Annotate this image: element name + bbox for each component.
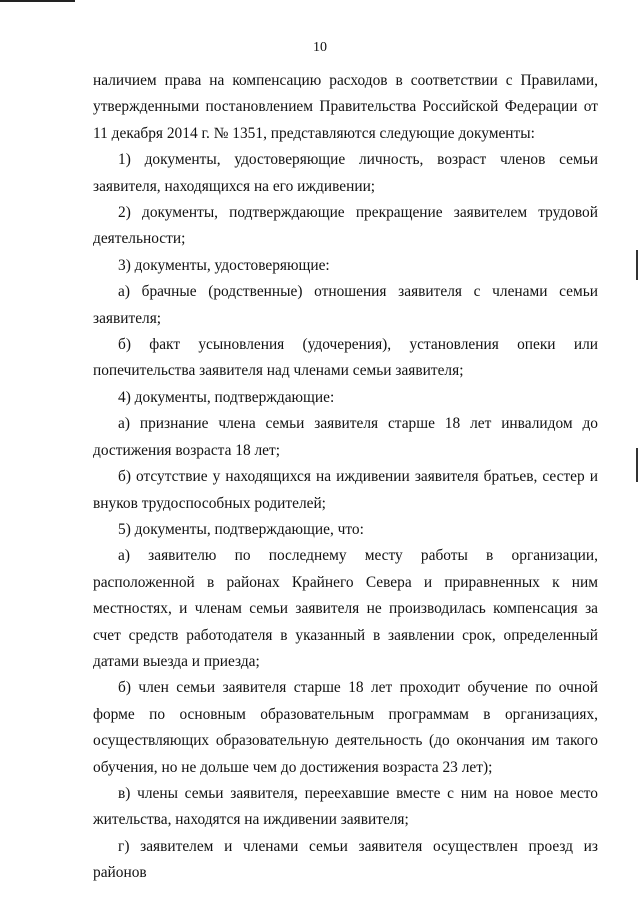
paragraph-item-2: 2) документы, подтверждающие прекращение заявителем трудовой деятельности; [93,204,598,248]
scan-top-rule [0,0,75,2]
paragraph-item-5v: в) члены семьи заявителя, переехавшие вместе с ним на новое место жительства, находятся на иждивении заявителя; [93,784,598,829]
paragraph-item-4: 4) документы, подтверждающие: [118,388,335,406]
paragraph-item-3: 3) документы, удостоверяющие: [118,256,330,274]
paragraph-item-4b: б) отсутствие у находящихся на иждивении заявителя братьев, сестер и внуков трудоспособных родителей; [93,468,598,512]
paragraph-item-5: 5) документы, подтверждающие, что: [118,520,364,538]
paragraph-item-3b: б) факт усыновления (удочерения), установления опеки или попечительства заявителя над членами семьи заявителя; [93,336,598,380]
paragraph-intro: наличием права на компенсацию расходов в соответствии с Правилами, утвержденными постановлением Правительства Российской Федерации от 11 декабря 2014 г. № 1351, представляются следующие документы: [93,72,598,142]
paragraph-item-5b: б) член семьи заявителя старше 18 лет проходит обучение по очной форме по основным образовательным программам в организациях, осуществляющих образовательную деятельность (до окончания им такого обучения, но не дольше чем до достижения возраста 23 лет); [93,679,598,776]
document-body [93,68,598,887]
scan-edge-mark [636,250,638,280]
paragraph-item-5a: а) заявителю по последнему месту работы в организации, расположенной в районах Крайнего Севера и приравненных к ним местностях, и членам семьи заявителя не производилась компенсация за счет средств работодателя в указанный в заявлении срок, определенный датами выезда и приезда; [93,547,598,670]
paragraph-item-4a: а) признание члена семьи заявителя старше 18 лет инвалидом до достижения возраста 18 лет; [93,415,598,459]
paragraph-item-1: 1) документы, удостоверяющие личность, возраст членов семьи заявителя, находящихся на его иждивении; [93,151,598,195]
page-number: 10 [313,40,327,55]
scan-edge-mark [636,448,638,482]
paragraph-item-5g: г) заявителем и членами семьи заявителя осуществлен проезд из районов [93,837,598,882]
paragraph-item-3a: а) брачные (родственные) отношения заявителя с членами семьи заявителя; [93,283,598,327]
